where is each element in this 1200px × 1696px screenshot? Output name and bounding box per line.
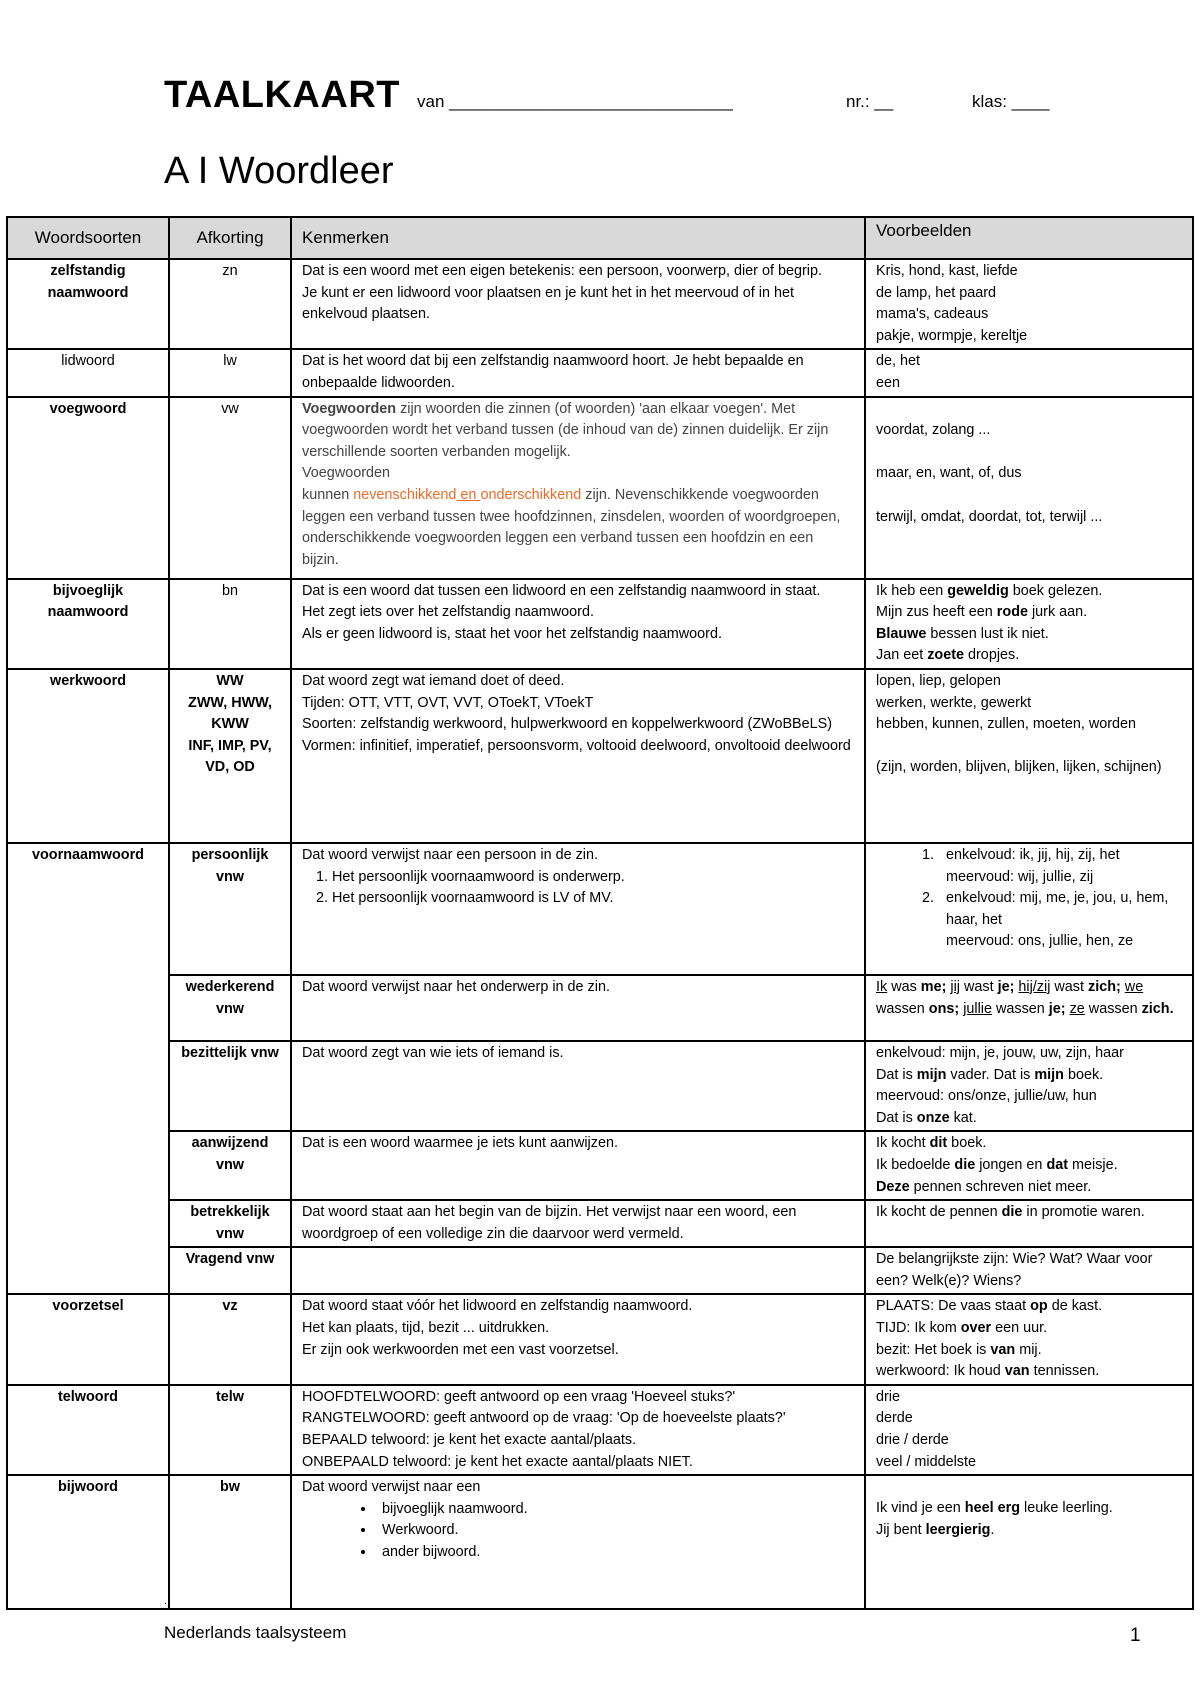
- kenmerken-cell: [291, 669, 865, 843]
- table-row: [7, 1041, 1193, 1131]
- kenmerk-line: Tijden: OTT, VTT, OVT, VVT, OToekT, VToekT: [302, 694, 594, 711]
- voorbeelden-cell: [865, 1475, 1193, 1609]
- table-row: [7, 1131, 1193, 1200]
- voorbeeld-line: werkwoord: Ik houd van tennissen.: [876, 1363, 1100, 1380]
- kenmerken-cell: Dat woord verwijst naar het onderwerp in de zin.: [291, 975, 865, 1041]
- voorbeeld-line: veel / middelste: [876, 1453, 976, 1470]
- voorbeeld-line: meervoud: ons/onze, jullie/uw, hun: [876, 1088, 1097, 1105]
- kenmerk-text: zijn woorden die zinnen (of woorden) 'aan elkaar voegen'. Met voegwoorden wordt het verband tussen (de inhoud van de) zinnen duidelijk. Er zijn verschillende soorten verbanden mogelijk.: [302, 400, 829, 460]
- kenmerk-line: Dat woord verwijst naar een persoon in de zin.: [302, 846, 598, 863]
- table-row: [7, 1385, 1193, 1475]
- voorbeelden-cell: [865, 843, 1193, 975]
- kenmerken-cell: Dat woord zegt van wie iets of iemand is.: [291, 1041, 865, 1131]
- afkorting-line: WW: [216, 672, 244, 689]
- voorbeeld-line: (zijn, worden, blijven, blijken, lijken, schijnen): [876, 759, 1162, 776]
- kenmerk-list: [302, 867, 854, 910]
- voorbeeld-line: Blauwe bessen lust ik niet.: [876, 625, 1049, 642]
- woordsoort-cell: werkwoord: [7, 669, 169, 843]
- voorbeeld-line: bezit: Het boek is van mij.: [876, 1341, 1042, 1358]
- kenmerk-line: Dat woord zegt wat iemand doet of deed.: [302, 672, 565, 689]
- table-row: [7, 1200, 1193, 1247]
- afkorting-cell: Vragend vnw: [169, 1247, 291, 1294]
- kenmerk-text: kunnen: [302, 486, 354, 503]
- kenmerken-cell: [291, 1475, 865, 1609]
- table-row: [7, 579, 1193, 669]
- page-number: 1: [1130, 1625, 1141, 1646]
- afkorting-cell: wederkerend vnw: [169, 975, 291, 1041]
- voorbeeld-line: Dat is mijn vader. Dat is mijn boek.: [876, 1066, 1104, 1083]
- taalkaart-table: [6, 216, 1194, 1610]
- kenmerk-line: Dat is een woord met een eigen betekenis: een persoon, voorwerp, dier of begrip.: [302, 263, 822, 279]
- kenmerk-highlight: en: [456, 486, 481, 503]
- voorbeeld-line: enkelvoud: mijn, je, jouw, uw, zijn, haar: [876, 1044, 1124, 1061]
- afkorting-cell: bn: [169, 579, 291, 669]
- name-field-label: van ______________________________: [417, 92, 733, 111]
- kenmerk-line: Het kan plaats, tijd, bezit ... uitdrukken.: [302, 1320, 550, 1337]
- voorbeeld-line: drie: [876, 1388, 900, 1405]
- table-row: [7, 259, 1193, 349]
- voorbeeld-line: derde: [876, 1410, 913, 1427]
- afkorting-cell: persoonlijk vnw: [169, 843, 291, 975]
- afkorting-cell: betrekkelijk vnw: [169, 1200, 291, 1247]
- kenmerken-cell: Dat woord staat aan het begin van de bijzin. Het verwijst naar een woord, een woordgroep of een volledige zin die daarvoor werd vermeld.: [291, 1200, 865, 1247]
- voorbeelden-cell: [865, 1131, 1193, 1200]
- voorbeeld-line: PLAATS: De vaas staat op de kast.: [876, 1298, 1103, 1315]
- voorbeeld-line: Mijn zus heeft een rode jurk aan.: [876, 604, 1088, 621]
- voorbeeld-list: [876, 845, 1182, 953]
- voorbeeld-list-item: 1. enkelvoud: ik, jij, hij, zij, het meervoud: wij, jullie, zij: [938, 845, 1182, 888]
- table-row: [7, 1294, 1193, 1384]
- woordsoort-cell: bijwoord: [7, 1475, 169, 1609]
- afkorting-cell: bezittelijk vnw: [169, 1041, 291, 1131]
- kenmerken-cell: Dat is een woord waarmee je iets kunt aanwijzen.: [291, 1131, 865, 1200]
- section-title: A I Woordleer: [164, 150, 394, 192]
- document-title: TAALKAART: [164, 74, 400, 116]
- voorbeeld-line: voordat, zolang ...: [876, 422, 991, 439]
- kenmerken-cell: [291, 843, 865, 975]
- voorbeeld-line: Kris, hond, kast, liefde: [876, 263, 1018, 279]
- kenmerken-cell: [291, 259, 865, 349]
- voorbeelden-cell: [865, 669, 1193, 843]
- voorbeelden-cell: De belangrijkste zijn: Wie? Wat? Waar voor een? Welk(e)? Wiens?: [865, 1247, 1193, 1294]
- kenmerken-cell: [291, 1294, 865, 1384]
- voorbeeld-line: Ik heb een geweldig boek gelezen.: [876, 582, 1103, 599]
- kenmerk-list-item: • bijvoeglijk naamwoord.: [376, 1499, 854, 1521]
- header-voorbeelden: Voorbeelden: [865, 217, 1193, 259]
- voorbeeld-line: Jan eet zoete dropjes.: [876, 647, 1020, 664]
- kenmerken-cell: [291, 1247, 865, 1294]
- voorbeelden-cell: [865, 1385, 1193, 1475]
- kenmerk-highlight: nevenschikkend: [353, 486, 457, 503]
- voorbeeld-line: Dat is onze kat.: [876, 1109, 977, 1126]
- voorbeeld-line: lopen, liep, gelopen: [876, 672, 1001, 689]
- voorbeeld-line: de, het: [876, 353, 921, 370]
- number-field-label: nr.: __: [846, 92, 894, 111]
- table-row: [7, 1247, 1193, 1294]
- voorbeeld-line: de lamp, het paard: [876, 284, 997, 301]
- afkorting-cell: zn: [169, 259, 291, 349]
- kenmerk-line: Vormen: infinitief, imperatief, persoonsvorm, voltooid deelwoord, onvoltooid deelwoord: [302, 737, 851, 754]
- kenmerken-cell: [291, 1385, 865, 1475]
- voorbeelden-cell: [865, 397, 1193, 579]
- kenmerk-highlight: onderschikkend: [480, 486, 582, 503]
- kenmerk-line: Als er geen lidwoord is, staat het voor het zelfstandig naamwoord.: [302, 625, 722, 642]
- voorbeeld-line: Deze pennen schreven niet meer.: [876, 1178, 1092, 1195]
- header-kenmerken: Kenmerken: [291, 217, 865, 259]
- woordsoort-cell: lidwoord: [7, 349, 169, 396]
- kenmerk-text: zijn. Nevenschikkende voegwoorden leggen een verband tussen twee hoofdzinnen, zinsdelen, woorden of woordgroepen, onderschikkende voegwoorden leggen een verband tussen een hoofdzin en een bijzin.: [302, 486, 841, 568]
- kenmerken-cell: [291, 397, 865, 579]
- kenmerk-list-item: 1. Het persoonlijk voornaamwoord is onderwerp.: [332, 867, 854, 889]
- page-header: [164, 74, 1114, 124]
- voorbeeld-line: werken, werkte, gewerkt: [876, 694, 1032, 711]
- kenmerk-list-item: • ander bijwoord.: [376, 1542, 854, 1564]
- table-row: [7, 349, 1193, 396]
- footer-mark: .: [164, 1596, 167, 1607]
- footer-text: Nederlands taalsysteem: [164, 1623, 347, 1642]
- afkorting-cell: lw: [169, 349, 291, 396]
- kenmerken-cell: [291, 579, 865, 669]
- voorbeeld-line: Ik bedoelde die jongen en dat meisje.: [876, 1156, 1118, 1173]
- woordsoort-cell: voorzetsel: [7, 1294, 169, 1384]
- header-afkorting: Afkorting: [169, 217, 291, 259]
- kenmerk-line: Dat is een woord dat tussen een lidwoord en een zelfstandig naamwoord in staat.: [302, 582, 821, 599]
- voorbeelden-cell: Ik kocht de pennen die in promotie waren.: [865, 1200, 1193, 1247]
- voorbeelden-cell: Ik was me; jij wast je; hij/zij wast zich; we wassen ons; jullie wassen je; ze wassen zich.: [865, 975, 1193, 1041]
- kenmerk-list-item: 2. Het persoonlijk voornaamwoord is LV of MV.: [332, 888, 854, 910]
- voorbeeld-line: terwijl, omdat, doordat, tot, terwijl ...: [876, 508, 1103, 525]
- voorbeeld-line: mama's, cadeaus: [876, 306, 989, 323]
- class-field-label: klas: ____: [972, 92, 1050, 111]
- woordsoort-cell: voornaamwoord: [7, 843, 169, 1295]
- voorbeelden-cell: [865, 579, 1193, 669]
- voorbeeld-list-item: 2. enkelvoud: mij, me, je, jou, u, hem, haar, het meervoud: ons, jullie, hen, ze: [938, 888, 1182, 953]
- kenmerken-cell: Dat is het woord dat bij een zelfstandig naamwoord hoort. Je hebt bepaalde en onbepaalde lidwoorden.: [291, 349, 865, 396]
- woordsoort-cell: telwoord: [7, 1385, 169, 1475]
- voorbeeld-line: Jij bent leergierig.: [876, 1521, 995, 1538]
- afkorting-line: INF, IMP, PV, VD, OD: [188, 737, 272, 776]
- voorbeeld-line: drie / derde: [876, 1432, 949, 1449]
- voorbeeld-line: TIJD: Ik kom over een uur.: [876, 1320, 1048, 1337]
- header-woordsoorten: Woordsoorten: [7, 217, 169, 259]
- kenmerk-bold: Voegwoorden: [302, 400, 397, 417]
- kenmerk-line: Dat woord staat vóór het lidwoord en zelfstandig naamwoord.: [302, 1298, 693, 1315]
- voorbeeld-line: Ik kocht dit boek.: [876, 1135, 987, 1152]
- voorbeeld-line: hebben, kunnen, zullen, moeten, worden: [876, 716, 1137, 733]
- table-header-row: [7, 217, 1193, 259]
- voorbeeld-line: maar, en, want, of, dus: [876, 465, 1022, 482]
- kenmerk-line: Dat woord verwijst naar een: [302, 1479, 481, 1496]
- kenmerk-line: Het zegt iets over het zelfstandig naamwoord.: [302, 604, 594, 621]
- kenmerk-text: Voegwoorden: [302, 465, 391, 482]
- woordsoort-cell: bijvoeglijk naamwoord: [7, 579, 169, 669]
- table-row: [7, 669, 1193, 843]
- voorbeeld-line: pakje, wormpje, kereltje: [876, 327, 1028, 344]
- woordsoort-cell: voegwoord: [7, 397, 169, 579]
- table-row: [7, 975, 1193, 1041]
- afkorting-cell: [169, 669, 291, 843]
- table-row: [7, 1475, 1193, 1609]
- afkorting-cell: bw: [169, 1475, 291, 1609]
- voorbeelden-cell: [865, 349, 1193, 396]
- woordsoort-cell: zelfstandig naamwoord: [7, 259, 169, 349]
- afkorting-cell: telw: [169, 1385, 291, 1475]
- voorbeeld-line: Ik vind je een heel erg leuke leerling.: [876, 1500, 1113, 1517]
- kenmerk-line: Je kunt er een lidwoord voor plaatsen en je kunt het in het meervoud of in het enkelvoud plaatsen.: [302, 284, 794, 323]
- table-row: [7, 397, 1193, 579]
- kenmerk-line: HOOFDTELWOORD: geeft antwoord op een vraag 'Hoeveel stuks?': [302, 1388, 736, 1405]
- kenmerk-line: Er zijn ook werkwoorden met een vast voorzetsel.: [302, 1341, 619, 1358]
- kenmerk-list: [302, 1499, 854, 1564]
- kenmerk-line: BEPAALD telwoord: je kent het exacte aantal/plaats.: [302, 1432, 637, 1449]
- kenmerk-list-item: • Werkwoord.: [376, 1520, 854, 1542]
- voorbeelden-cell: [865, 259, 1193, 349]
- voorbeelden-cell: [865, 1294, 1193, 1384]
- afkorting-cell: vw: [169, 397, 291, 579]
- kenmerk-line: Soorten: zelfstandig werkwoord, hulpwerkwoord en koppelwerkwoord (ZWoBBeLS): [302, 716, 833, 733]
- afkorting-line: ZWW, HWW, KWW: [188, 694, 272, 733]
- kenmerk-line: RANGTELWOORD: geeft antwoord op de vraag: 'Op de hoeveelste plaats?': [302, 1410, 786, 1427]
- table-row: [7, 843, 1193, 975]
- kenmerk-line: ONBEPAALD telwoord: je kent het exacte aantal/plaats NIET.: [302, 1453, 693, 1470]
- voorbeeld-line: een: [876, 374, 901, 391]
- afkorting-cell: vz: [169, 1294, 291, 1384]
- afkorting-cell: aanwijzend vnw: [169, 1131, 291, 1200]
- voorbeelden-cell: [865, 1041, 1193, 1131]
